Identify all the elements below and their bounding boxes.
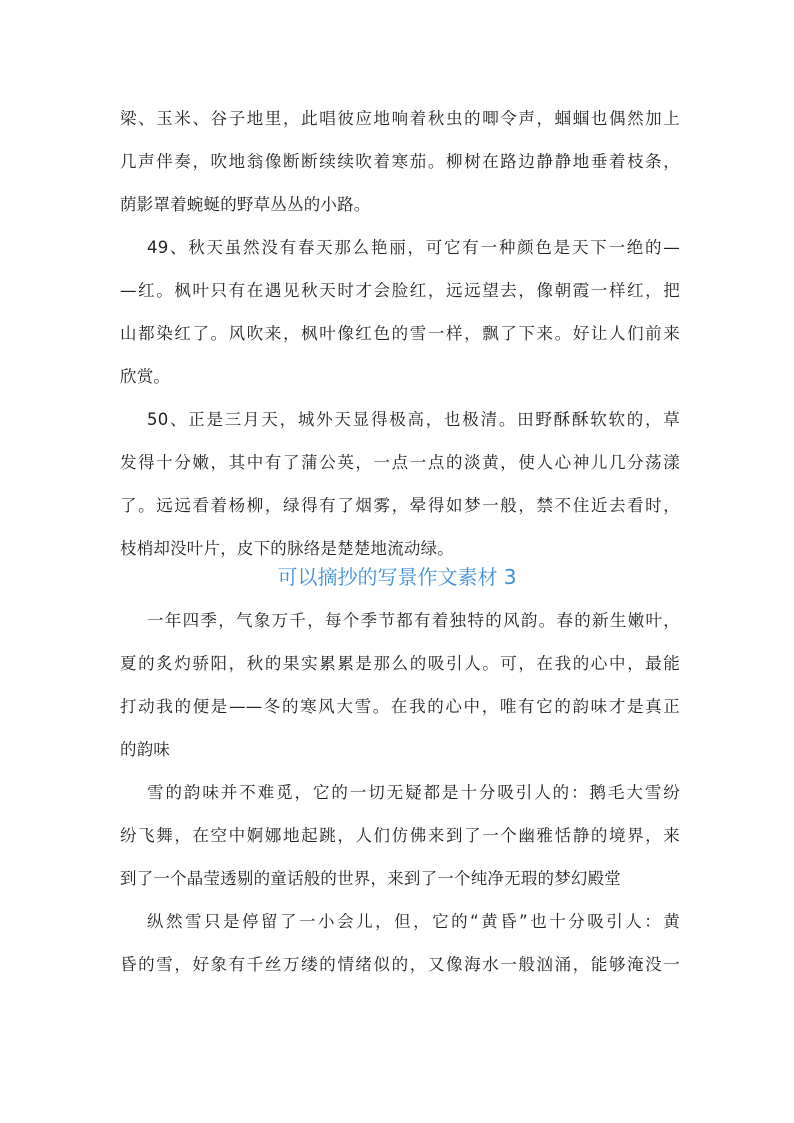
text-line: 到了一个晶莹透剔的童话般的世界，来到了一个纯净无瑕的梦幻殿堂: [120, 869, 621, 888]
text-line: 49、秋天虽然没有春天那么艳丽，可它有一种颜色是天下一绝的—: [147, 238, 680, 257]
text-line: —红。枫叶只有在遇见秋天时才会脸红，远远望去，像朝霞一样红，把: [120, 281, 680, 300]
text-line: 纵然雪只是停留了一小会儿，但，它的“黄昏”也十分吸引人：黄: [147, 912, 680, 931]
text-line: 昏的雪，好象有千丝万缕的情绪似的，又像海水一般汹涌，能够淹没一: [120, 955, 680, 974]
text-line: 50、正是三月天，城外天显得极高，也极清。田野酥酥软软的，草: [147, 410, 680, 429]
text-line: 山都染红了。风吹来，枫叶像红色的雪一样，飘了下来。好让人们前来: [120, 324, 680, 343]
text-line: 梁、玉米、谷子地里，此唱彼应地响着秋虫的唧令声，蝈蝈也偶然加上: [120, 109, 680, 128]
section-heading: 可以摘抄的写景作文素材 3: [277, 565, 517, 589]
text-line: 夏的炙灼骄阳，秋的果实累累是那么的吸引人。可，在我的心中，最能: [120, 654, 680, 673]
text-line: 发得十分嫩，其中有了蒲公英，一点一点的淡黄，使人心神儿几分荡漾: [120, 453, 680, 472]
text-line: 了。远远看着杨柳，绿得有了烟雾，晕得如梦一般，禁不住近去看时，: [120, 496, 680, 515]
text-line: 打动我的便是——冬的寒风大雪。在我的心中，唯有它的韵味才是真正: [120, 697, 680, 716]
text-line: 欣赏。: [120, 367, 171, 386]
text-line: 一年四季，气象万千，每个季节都有着独特的风韵。春的新生嫩叶，: [147, 611, 680, 630]
text-line: 枝梢却没叶片，皮下的脉络是楚楚地流动绿。: [120, 539, 454, 558]
text-line: 的韵味: [120, 740, 171, 759]
text-line: 几声伴奏，吹地翁像断断续续吹着寒茄。柳树在路边静静地垂着枝条，: [120, 152, 680, 171]
text-line: 荫影罩着蜿蜒的野草丛丛的小路。: [120, 195, 371, 214]
text-line: 纷飞舞，在空中婀娜地起跳，人们仿佛来到了一个幽雅恬静的境界，来: [120, 826, 680, 845]
text-line: 雪的韵味并不难觅，它的一切无疑都是十分吸引人的：鹅毛大雪纷: [147, 783, 680, 802]
